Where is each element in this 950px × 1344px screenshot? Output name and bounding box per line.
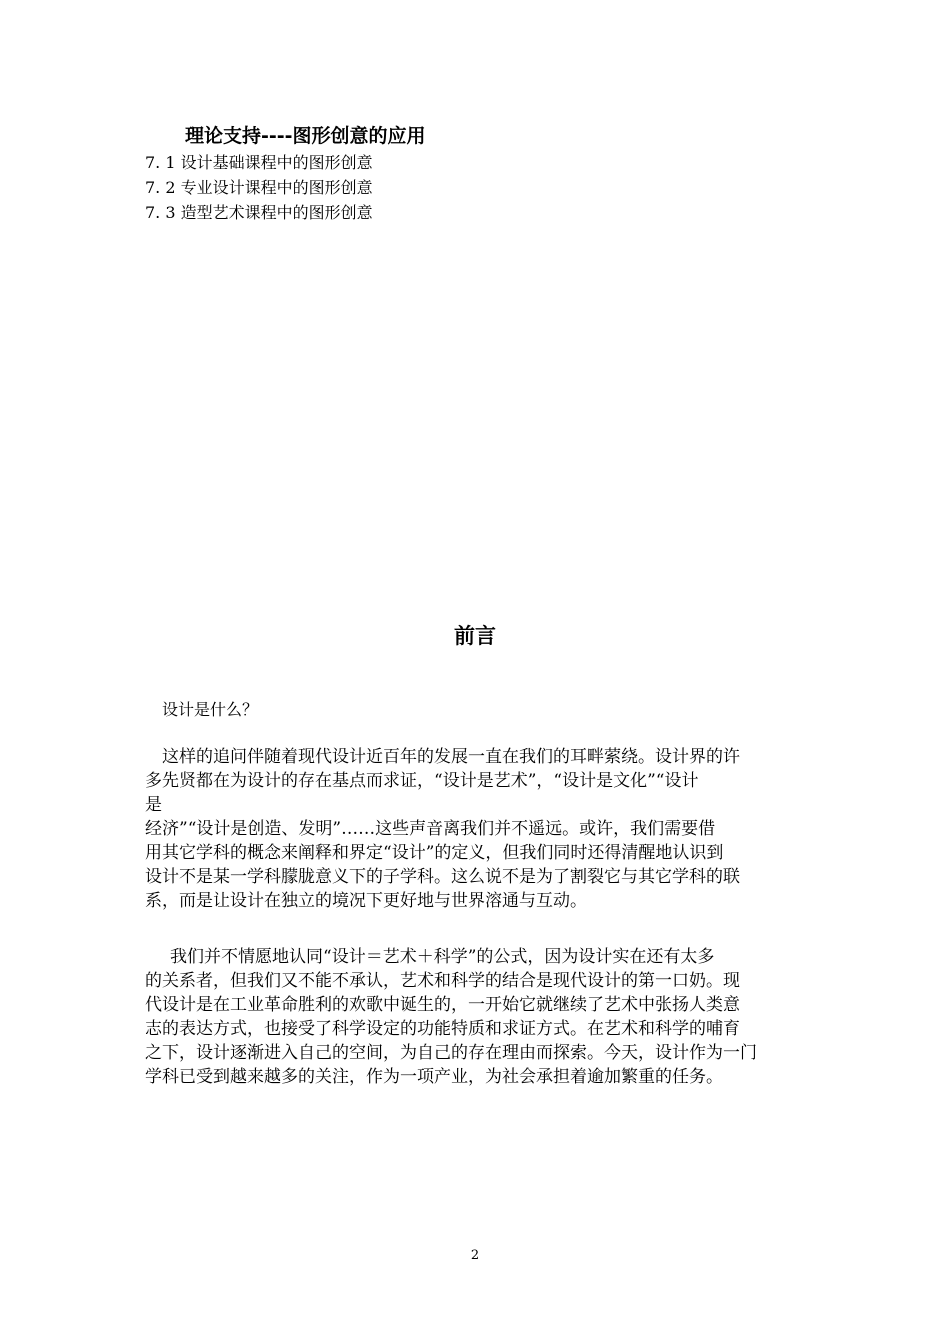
paragraph-line: 多先贤都在为设计的存在基点而求证，“设计是艺术”，“设计是文化”“设计: [145, 771, 699, 791]
paragraph-line: 设计不是某一学科朦胧意义下的子学科。这么说不是为了割裂它与其它学科的联: [145, 867, 740, 887]
section-title: 理论支持----图形创意的应用: [185, 125, 426, 147]
paragraph-line: 志的表达方式，也接受了科学设定的功能特质和求证方式。在艺术和科学的哺育: [145, 1019, 740, 1039]
paragraph-line: 之下，设计逐渐进入自己的空间，为自己的存在理由而探索。今天，设计作为一门: [145, 1043, 757, 1063]
paragraph-line: 是: [145, 795, 162, 815]
preface-paragraph-2: [145, 945, 810, 1089]
paragraph-line: 用其它学科的概念来阐释和界定“设计”的定义，但我们同时还得清醒地认识到: [145, 843, 724, 863]
toc-list: [145, 150, 373, 225]
preface-title: 前言: [454, 624, 496, 648]
preface-question: 设计是什么？: [162, 700, 259, 719]
preface-paragraph-1: [145, 745, 810, 913]
toc-item: 7. 1 设计基础课程中的图形创意: [145, 153, 373, 172]
paragraph-line: 系，而是让设计在独立的境况下更好地与世界溶通与互动。: [145, 891, 587, 911]
paragraph-line: 的关系者，但我们又不能不承认，艺术和科学的结合是现代设计的第一口奶。现: [145, 971, 740, 991]
paragraph-line: 学科已受到越来越多的关注，作为一项产业，为社会承担着逾加繁重的任务。: [145, 1067, 723, 1087]
toc-item: 7. 3 造型艺术课程中的图形创意: [145, 203, 373, 222]
toc-item: 7. 2 专业设计课程中的图形创意: [145, 178, 373, 197]
paragraph-line: 代设计是在工业革命胜利的欢歌中诞生的，一开始它就继续了艺术中张扬人类意: [145, 995, 740, 1015]
paragraph-line: 这样的追问伴随着现代设计近百年的发展一直在我们的耳畔萦绕。设计界的许: [162, 747, 740, 767]
page-number: 2: [470, 1248, 480, 1263]
paragraph-line: 我们并不情愿地认同“设计＝艺术＋科学”的公式，因为设计实在还有太多: [170, 947, 715, 967]
paragraph-line: 经济”“设计是创造、发明”……这些声音离我们并不遥远。或许，我们需要借: [145, 819, 716, 839]
